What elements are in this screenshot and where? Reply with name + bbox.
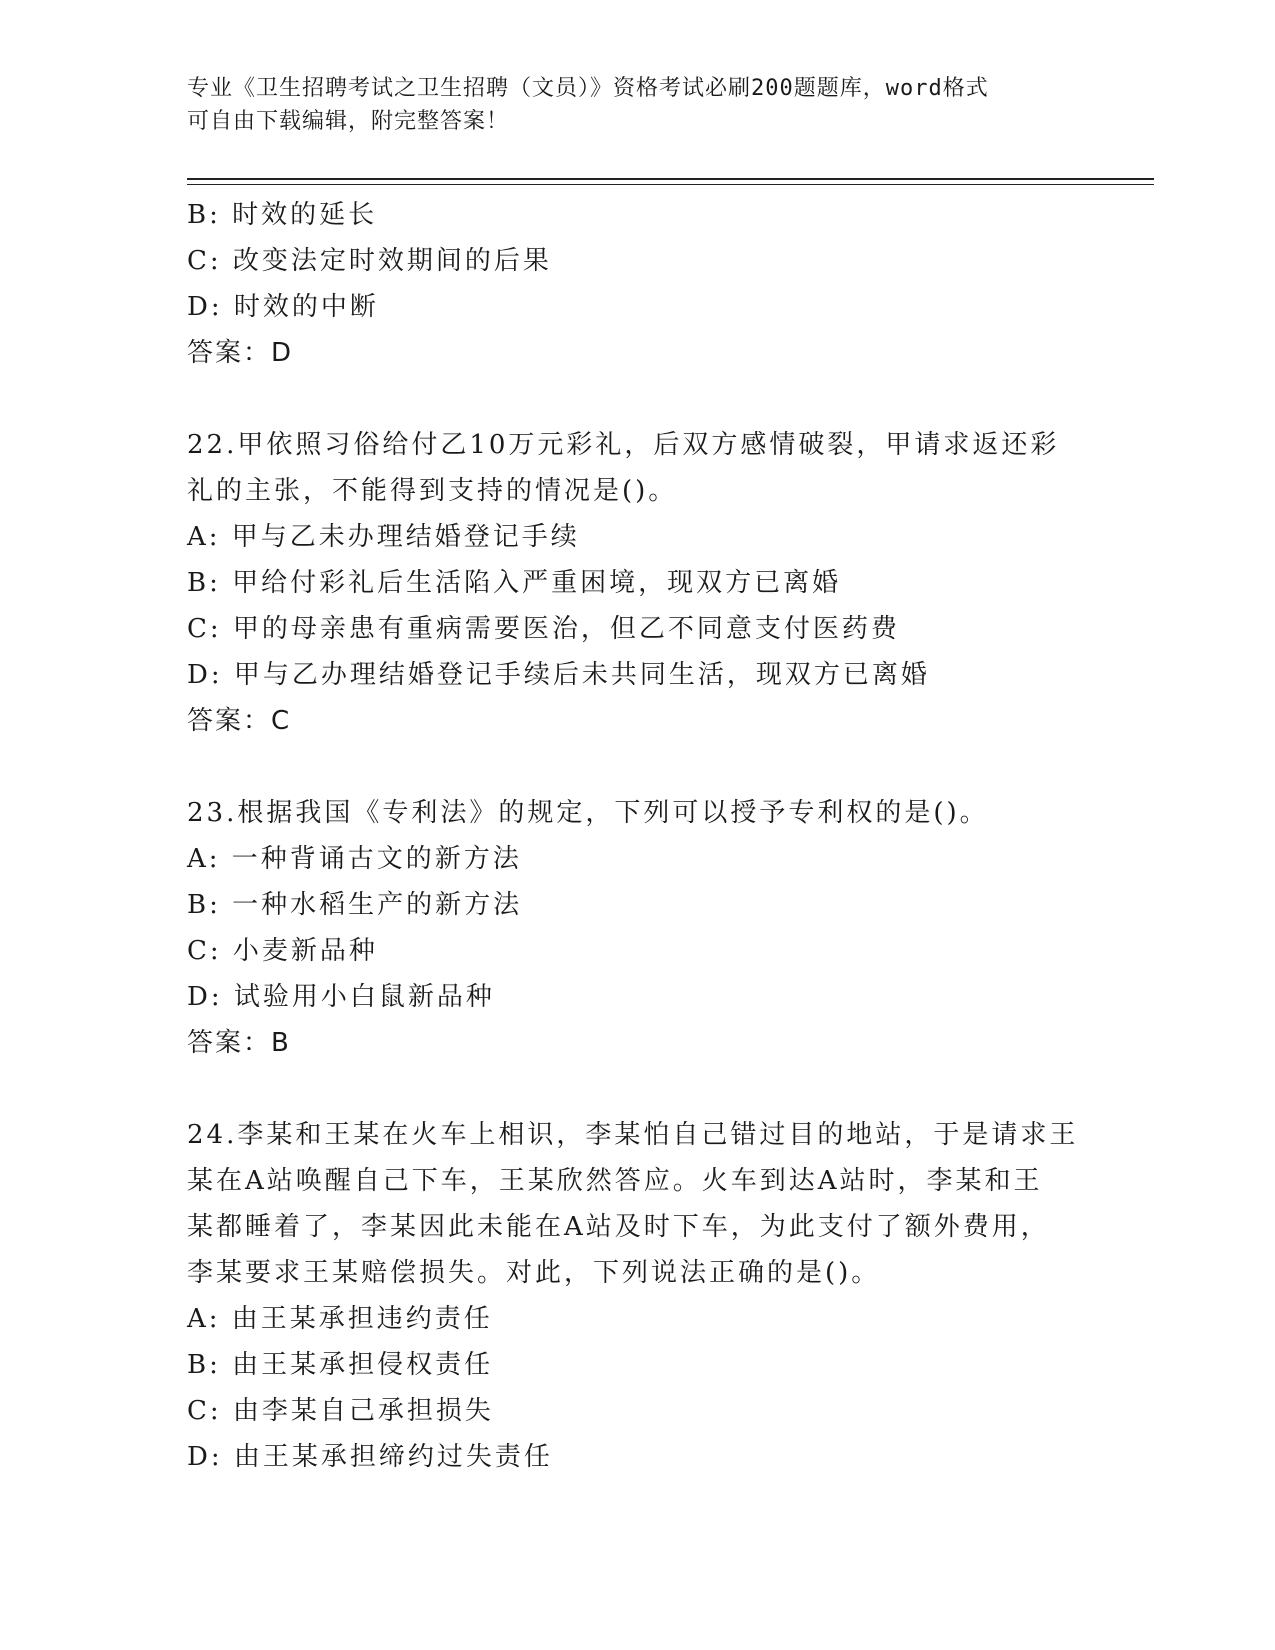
question-23	[187, 790, 1087, 1066]
question-stem-line: 22.甲依照习俗给付乙10万元彩礼，后双方感情破裂，甲请求返还彩	[187, 430, 1060, 460]
document-header	[187, 72, 1077, 138]
question-stem-line: 某在A站唤醒自己下车，王某欣然答应。火车到达A站时，李某和王	[187, 1166, 1043, 1196]
option-b: B: 一种水稻生产的新方法	[187, 890, 523, 920]
answer-line: 答案：C	[187, 706, 292, 736]
header-divider-thin	[187, 184, 1154, 185]
option-c: C: 由李某自己承担损失	[187, 1396, 494, 1426]
option-a: A: 一种背诵古文的新方法	[187, 844, 522, 874]
option-d: D: 由王某承担缔约过失责任	[187, 1442, 553, 1472]
header-line-2: 可自由下载编辑，附完整答案！	[187, 109, 510, 134]
question-stem-line: 某都睡着了，李某因此未能在A站及时下车，为此支付了额外费用，	[187, 1212, 1050, 1242]
prev-question-block	[187, 192, 1087, 376]
question-stem-line: 李某要求王某赔偿损失。对此，下列说法正确的是()。	[187, 1258, 881, 1288]
option-d: D: 试验用小白鼠新品种	[187, 982, 495, 1012]
option-a: A: 甲与乙未办理结婚登记手续	[187, 522, 580, 552]
document-body	[187, 192, 1087, 1480]
header-line-1: 专业《卫生招聘考试之卫生招聘（文员）》资格考试必刷200题题库，word格式	[187, 76, 989, 101]
question-24	[187, 1112, 1087, 1480]
question-22	[187, 422, 1087, 744]
option-b: B: 时效的延长	[187, 200, 378, 230]
answer-line: 答案：D	[187, 338, 294, 368]
option-c: C: 甲的母亲患有重病需要医治，但乙不同意支付医药费	[187, 614, 900, 644]
answer-line: 答案：B	[187, 1028, 291, 1058]
header-divider-thick	[187, 178, 1154, 180]
option-b: B: 由王某承担侵权责任	[187, 1350, 494, 1380]
option-d: D: 甲与乙办理结婚登记手续后未共同生活，现双方已离婚	[187, 660, 930, 690]
question-stem-line: 23.根据我国《专利法》的规定，下列可以授予专利权的是()。	[187, 798, 989, 828]
question-stem-line: 24.李某和王某在火车上相识，李某怕自己错过目的地站，于是请求王	[187, 1120, 1079, 1150]
option-d: D: 时效的中断	[187, 292, 379, 322]
question-stem-line: 礼的主张，不能得到支持的情况是()。	[187, 476, 678, 506]
option-c: C: 改变法定时效期间的后果	[187, 246, 552, 276]
option-a: A: 由王某承担违约责任	[187, 1304, 493, 1334]
option-b: B: 甲给付彩礼后生活陷入严重困境，现双方已离婚	[187, 568, 842, 598]
option-c: C: 小麦新品种	[187, 936, 378, 966]
